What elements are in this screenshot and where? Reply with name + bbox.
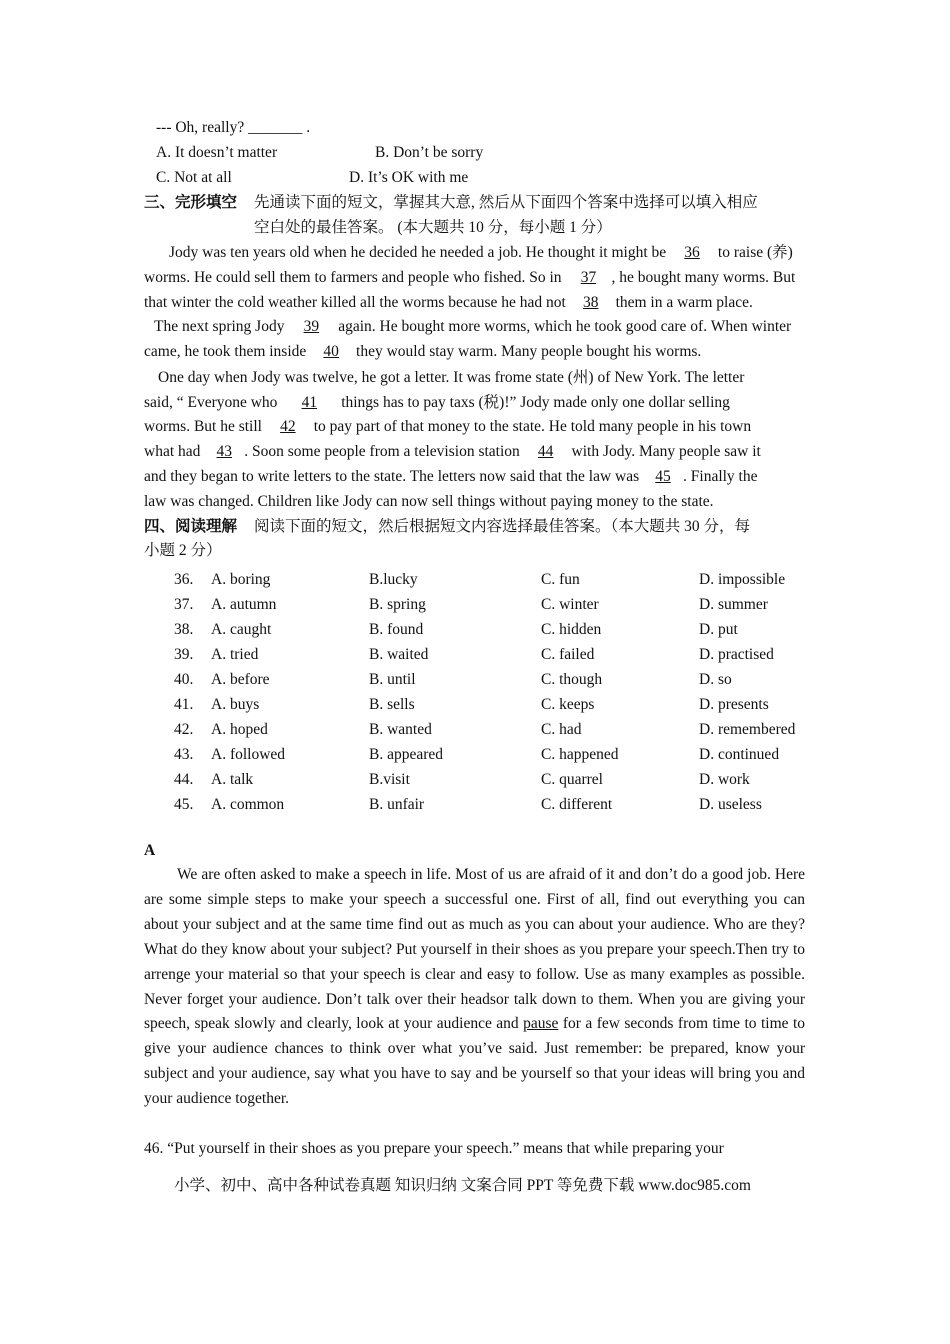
cloze-p3-line4: what had 43 . Soon some people from a television station 44 with Jody. Many people saw it <box>144 443 761 460</box>
blank-41: 41 <box>301 394 318 411</box>
option-c: C. though <box>541 671 603 688</box>
option-a: A. common <box>211 796 285 813</box>
option-c: C. happened <box>541 746 619 763</box>
footer-text: 小学、初中、高中各种试卷真题 知识归纳 文案合同 PPT 等免费下载 www.doc985.com <box>174 1177 751 1194</box>
option-number: 44. <box>174 771 194 788</box>
pause-word: pause <box>523 1015 559 1033</box>
blank-42: 42 <box>280 418 296 435</box>
option-a: A. caught <box>211 621 272 638</box>
option-d: D. work <box>699 771 750 788</box>
option-c: C. fun <box>541 571 580 588</box>
option-d: D. remembered <box>699 721 796 738</box>
option-c: C. different <box>541 796 613 813</box>
option-d: D. so <box>699 671 732 688</box>
section3-instruction-1: 先通读下面的短文，掌握其大意, 然后从下面四个答案中选择可以填入相应 <box>254 194 758 211</box>
blank-39: 39 <box>303 318 320 335</box>
cloze-p1-line1: Jody was ten years old when he decided he needed a job. He thought it might be 36 to raise (养) <box>169 244 793 261</box>
cloze-p3-line6: law was changed. Children like Jody can now sell things without paying money to the state. <box>144 493 714 510</box>
option-b: B. found <box>369 621 424 638</box>
option-b: B. unfair <box>369 796 425 813</box>
option-number: 42. <box>174 721 194 738</box>
option-c: C. keeps <box>541 696 595 713</box>
option-d: D. summer <box>699 596 768 613</box>
option-d: D. presents <box>699 696 769 713</box>
option-b: B. Don’t be sorry <box>375 144 484 161</box>
option-b: B. sells <box>369 696 415 713</box>
option-number: 43. <box>174 746 194 763</box>
option-a: A. It doesn’t matter <box>156 144 278 161</box>
cloze-p1-line2: worms. He could sell them to farmers and people who fished. So in 37 , he bought many worms. But <box>144 269 796 286</box>
option-d: D. It’s OK with me <box>349 169 469 186</box>
option-a: A. before <box>211 671 270 688</box>
option-d: D. practised <box>699 646 774 663</box>
cloze-p1-line3: that winter the cold weather killed all the worms because he had not 38 them in a warm place. <box>144 294 753 311</box>
option-a: A. autumn <box>211 596 277 613</box>
option-c: C. had <box>541 721 582 738</box>
option-number: 38. <box>174 621 194 638</box>
option-c: C. winter <box>541 596 599 613</box>
option-a: A. tried <box>211 646 259 663</box>
blank-36: 36 <box>684 244 700 261</box>
cloze-p2-line1: The next spring Jody 39 again. He bought more worms, which he took good care of. When winter <box>154 318 792 335</box>
blank-43: 43 <box>216 443 233 460</box>
option-d: D. useless <box>699 796 762 813</box>
option-c: C. Not at all <box>156 169 232 186</box>
cloze-p3-line3: worms. But he still 42 to pay part of that money to the state. He told many people in his town <box>144 418 752 435</box>
option-number: 36. <box>174 571 194 588</box>
passage-a-label: A <box>144 842 156 859</box>
section4-instruction-2: 小题 2 分） <box>144 542 222 559</box>
option-b: B.lucky <box>369 571 418 588</box>
passage-a-body: We are often asked to make a speech in life. Most of us are afraid of it and don’t do a good job. Here are some simple steps to make your speech a successful one. First of all, find out everything you can about your subject and at the same time find out as much as you can about your audience. Who are they? What do they know about your subject? Put yourself in their shoes as you prepare your speech.Then try to arrenge your material so that your speech is clear and easy to follow. Use as many examples as possible. Never forget your audience. Don’t talk over their headsor talk down to them. When you are giving your speech, speak slowly and clearly, look at your audience and pause for a few seconds from time to time to give your audience chances to think over what you’ve said. Just remember: be prepared, know your subject and your audience, say what you have to say and be yourself so that your ideas will bring you and your audience together. <box>144 866 806 1108</box>
blank-38: 38 <box>582 294 599 311</box>
blank-40: 40 <box>323 343 339 360</box>
option-a: A. buys <box>211 696 260 713</box>
blank-44: 44 <box>537 443 554 460</box>
cloze-p3-line2: said, “ Everyone who 41 things has to pay taxs (税)!” Jody made only one dollar selling <box>144 394 730 411</box>
option-number: 41. <box>174 696 194 713</box>
section3-instruction-2: 空白处的最佳答案。 (本大题共 10 分，每小题 1 分） <box>254 219 612 236</box>
option-a: A. boring <box>211 571 271 588</box>
section4-heading: 四、阅读理解 <box>144 518 238 535</box>
option-b: B. wanted <box>369 721 432 738</box>
option-number: 45. <box>174 796 194 813</box>
blank-45: 45 <box>655 468 671 485</box>
option-d: D. continued <box>699 746 780 763</box>
option-d: D. impossible <box>699 571 786 588</box>
option-d: D. put <box>699 621 738 638</box>
section4-instruction-1: 阅读下面的短文，然后根据短文内容选择最佳答案。（本大题共 30 分，每 <box>254 518 751 535</box>
option-c: C. hidden <box>541 621 602 638</box>
option-b: B. until <box>369 671 416 688</box>
option-c: C. quarrel <box>541 771 603 788</box>
option-b: B. appeared <box>369 746 444 763</box>
option-number: 39. <box>174 646 194 663</box>
dialog-line: --- Oh, really? _______ . <box>156 119 311 136</box>
option-b: B. waited <box>369 646 429 663</box>
option-c: C. failed <box>541 646 595 663</box>
question-46: 46. “Put yourself in their shoes as you prepare your speech.” means that while preparing your <box>144 1140 724 1157</box>
blank-37: 37 <box>580 269 597 286</box>
option-a: A. followed <box>211 746 286 763</box>
cloze-p2-line2: came, he took them inside 40 they would stay warm. Many people bought his worms. <box>144 343 702 360</box>
option-number: 40. <box>174 671 194 688</box>
option-b: B.visit <box>369 771 410 788</box>
cloze-p3-line5: and they began to write letters to the state. The letters now said that the law was 45 . Finally the <box>144 468 758 485</box>
section3-heading: 三、完形填空 <box>144 194 238 211</box>
option-b: B. spring <box>369 596 426 613</box>
option-a: A. talk <box>211 771 254 788</box>
option-a: A. hoped <box>211 721 268 738</box>
option-number: 37. <box>174 596 194 613</box>
cloze-p3-line1: One day when Jody was twelve, he got a letter. It was frome state (州) of New York. The letter <box>158 369 745 386</box>
